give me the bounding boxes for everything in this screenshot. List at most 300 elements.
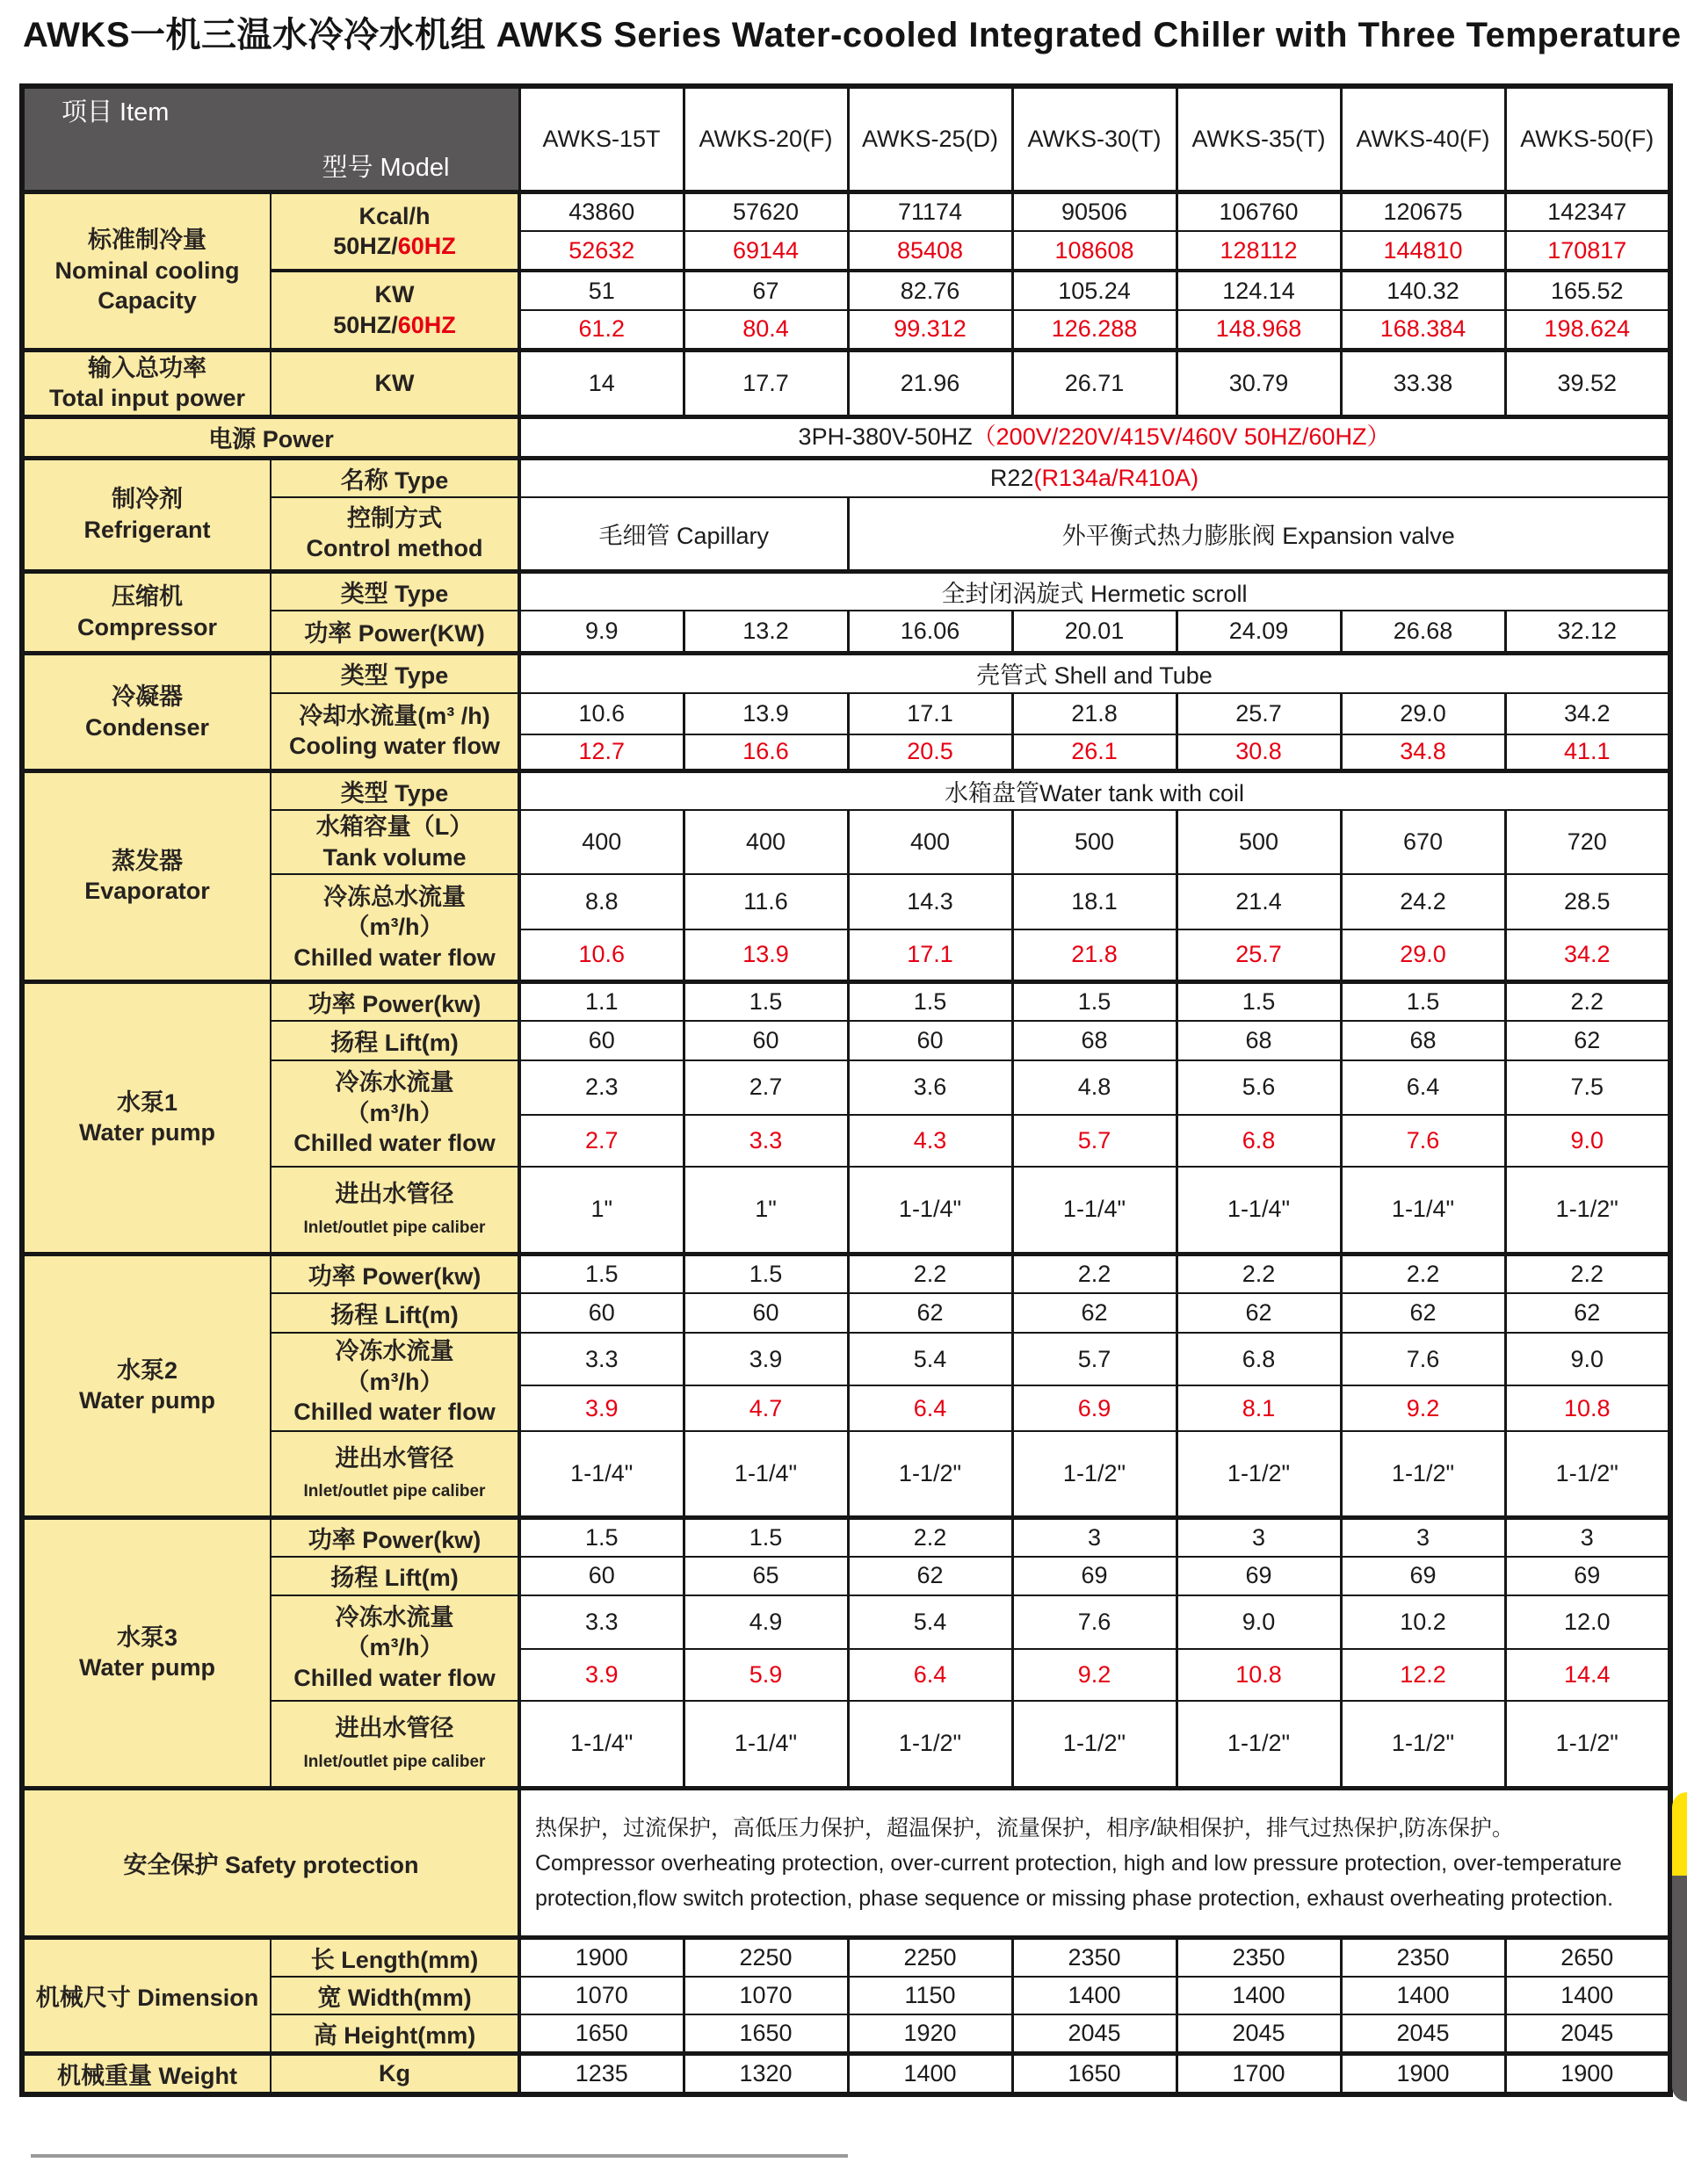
spec-value: 1070 [684,1977,848,2014]
row-label-pump1-lift: 扬程 Lift(m) [271,1021,519,1060]
text-part: 3PH-380V-50HZ [798,423,973,451]
spec-value: 21.4 [1177,874,1341,929]
text-line [274,1632,515,1663]
text-part: R22 [989,465,1034,492]
table-row [22,1517,1670,1557]
spec-value: 165.52 [1505,271,1670,310]
spec-value: 1-1/4" [1341,1167,1505,1255]
spec-value: 1235 [519,2054,684,2095]
spec-value: 2350 [1341,1938,1505,1978]
text-part: （200V/220V/415V/460V 50HZ/60HZ） [972,423,1391,451]
row-label-control-method [271,497,519,571]
spec-value: 126.288 [1012,310,1177,350]
spec-value: 13.9 [684,693,848,734]
text-part: Tank volume [322,843,467,871]
text-part: Chilled water flow [293,1664,496,1691]
spec-value: 3.9 [519,1385,684,1431]
spec-value: 3 [1012,1517,1177,1557]
power-supply-value [519,416,1670,458]
spec-value: 1-1/4" [848,1167,1012,1255]
row-label-total-chilled-water-flow [271,874,519,981]
spec-value: 1.5 [1012,981,1177,1021]
row-label-compressor-type: 类型 Type [271,571,519,611]
text-line [27,876,267,907]
section-label-weight: 机械重量 Weight [22,2054,271,2095]
spec-value: 30.79 [1177,350,1341,416]
spec-value: 21.96 [848,350,1012,416]
spec-value: 1.5 [684,1255,848,1294]
spec-value: 1-1/4" [684,1431,848,1517]
section-label-evaporator [22,771,271,982]
spec-table [19,83,1673,2097]
spec-value: 62 [1177,1293,1341,1333]
spec-value: 69 [1012,1557,1177,1595]
text-part: KW [374,281,415,308]
spec-value: 1.5 [684,981,848,1021]
spec-value: 62 [1341,1293,1505,1333]
text-line [274,1067,515,1098]
spec-value: 4.8 [1012,1060,1177,1115]
spec-value: 6.8 [1177,1333,1341,1385]
text-line [274,1744,515,1775]
text-line [274,1367,515,1398]
table-row [22,981,1670,1021]
text-part: Inlet/outlet pipe caliber [303,1482,486,1501]
spec-value: 14.3 [848,874,1012,929]
text-part: 冷凝器 [112,683,183,711]
spec-value: 8.8 [519,874,684,929]
row-label-refrigerant-type: 名称 Type [271,458,519,497]
compressor-type-value: 全封闭涡旋式 Hermetic scroll [519,571,1670,611]
text-part: 冷冻水流量 [335,1069,454,1096]
spec-value: 1.1 [519,981,684,1021]
table-row [22,350,1670,416]
spec-value: 3.3 [519,1333,684,1385]
spec-value: 400 [519,810,684,874]
text-line [274,310,515,341]
text-line [27,225,267,256]
spec-value: 60 [519,1021,684,1060]
spec-value: 3.3 [519,1595,684,1649]
spec-value: 26.71 [1012,350,1177,416]
section-label-water-pump-3 [22,1517,271,1789]
spec-value: 2650 [1505,1938,1670,1978]
spec-value: 140.32 [1341,271,1505,310]
text-line [27,1385,267,1416]
text-part: Water pump [79,1654,215,1681]
spec-value: 61.2 [519,310,684,350]
spec-value: 1-1/2" [1012,1701,1177,1789]
spec-value: 500 [1177,810,1341,874]
text-line [274,1602,515,1633]
spec-value: 198.624 [1505,310,1670,350]
spec-value: 99.312 [848,310,1012,350]
spec-value: 500 [1012,810,1177,874]
text-line [274,943,515,973]
text-part: 进出水管径 [335,1715,454,1742]
text-line [27,1088,267,1118]
row-label-pump2-pipe-caliber [271,1431,519,1517]
spec-value: 62 [1012,1293,1177,1333]
spec-value: 26.1 [1012,734,1177,771]
spec-value: 3 [1177,1517,1341,1557]
spec-value: 148.968 [1177,310,1341,350]
spec-value: 16.06 [848,611,1012,654]
text-part: 水泵1 [116,1088,178,1116]
spec-value: 670 [1341,810,1505,874]
section-label-safety-protection: 安全保护 Safety protection [22,1789,519,1938]
spec-value: 30.8 [1177,734,1341,771]
spec-value: 1-1/4" [519,1431,684,1517]
spec-value: 2.7 [684,1060,848,1115]
text-part: 进出水管径 [335,1181,454,1208]
spec-value: 13.2 [684,611,848,654]
text-part: Chilled water flow [293,1399,496,1426]
spec-value: 28.5 [1505,874,1670,929]
row-label-pump1-chilled-water-flow [271,1060,519,1167]
spec-value: 1400 [848,2054,1012,2095]
spec-value: 1.5 [1177,981,1341,1021]
spec-value: 1-1/2" [848,1431,1012,1517]
row-label-compressor-power: 功率 Power(KW) [271,611,519,654]
spec-value: 24.2 [1341,874,1505,929]
text-part: （m³/h） [345,1099,444,1126]
spec-value: 1650 [519,2014,684,2054]
spec-value: 3 [1505,1517,1670,1557]
model-header: AWKS-35(T) [1177,86,1341,192]
section-label-compressor [22,571,271,654]
model-label: 型号 Model [322,154,450,183]
spec-value: 10.2 [1341,1595,1505,1649]
spec-value: 82.76 [848,271,1012,310]
spec-value: 1070 [519,1977,684,2014]
text-line [274,231,515,262]
text-part: Compressor overheating protection, over-current protection, high and low pressure protection, over-temperature protection,flow switch protection, phase sequence or missing phase protection, exhaust overheating protection. [535,1850,1622,1911]
spec-value: 2045 [1505,2014,1670,2054]
spec-value: 2.2 [1177,1255,1341,1294]
table-row [22,1789,1670,1938]
spec-value: 71174 [848,192,1012,231]
text-part: 50HZ/ [333,311,398,338]
text-part: (R134a/R410A) [1033,465,1199,492]
text-part: Capacity [98,287,197,315]
spec-value: 1-1/4" [1012,1167,1177,1255]
text-line [27,846,267,877]
spec-value: 1.5 [519,1517,684,1557]
text-line [27,353,267,384]
spec-value: 10.6 [519,929,684,981]
control-method-expansion-valve: 外平衡式热力膨胀阀 Expansion valve [848,497,1670,571]
table-row [22,1938,1670,1978]
spec-value: 21.8 [1012,929,1177,981]
spec-value: 124.14 [1177,271,1341,310]
row-label-tank-volume [271,810,519,874]
section-label-refrigerant [22,458,271,571]
spec-value: 69 [1177,1557,1341,1595]
text-part: Water pump [79,1119,215,1146]
model-header: AWKS-25(D) [848,86,1012,192]
spec-value: 142347 [1505,192,1670,231]
text-line [274,1713,515,1744]
text-part: Water pump [79,1387,215,1414]
spec-value: 1150 [848,1977,1012,2014]
model-header: AWKS-40(F) [1341,86,1505,192]
model-header: AWKS-50(F) [1505,86,1670,192]
text-part: 压缩机 [112,583,183,611]
spec-value: 90506 [1012,192,1177,231]
spec-value: 20.01 [1012,611,1177,654]
table-row [22,416,1670,458]
text-line [274,1128,515,1159]
spec-value: 67 [684,271,848,310]
text-part: 50HZ/ [333,233,398,260]
text-line [274,533,515,564]
text-line [27,484,267,515]
row-label-pump3-lift: 扬程 Lift(m) [271,1557,519,1595]
spec-value: 1.5 [519,1255,684,1294]
spec-value: 13.9 [684,929,848,981]
spec-value: 4.3 [848,1115,1012,1167]
spec-value: 1-1/2" [1505,1167,1670,1255]
text-line [27,682,267,712]
spec-value: 1900 [519,1938,684,1978]
text-part: Evaporator [84,878,210,905]
spec-value: 144810 [1341,231,1505,271]
text-line [274,1473,515,1504]
text-line [274,882,515,913]
spec-value: 1400 [1012,1977,1177,2014]
spec-value: 65 [684,1557,848,1595]
spec-value: 1-1/2" [1341,1431,1505,1517]
page-title: AWKS一机三温水冷冷水机组 AWKS Series Water-cooled Integrated Chiller with Three Temperature [23,16,1682,54]
spec-value: 1900 [1341,2054,1505,2095]
text-part: 输入总功率 [88,354,206,381]
row-label-width: 宽 Width(mm) [271,1977,519,2014]
spec-value: 106760 [1177,192,1341,231]
spec-value: 6.4 [848,1649,1012,1701]
spec-value: 108608 [1012,231,1177,271]
spec-value: 1-1/2" [1505,1431,1670,1517]
spec-value: 10.8 [1177,1649,1341,1701]
text-part: Refrigerant [83,516,211,543]
spec-value: 34.8 [1341,734,1505,771]
text-part: （m³/h） [345,914,444,941]
spec-value: 52632 [519,231,684,271]
spec-value: 60 [519,1557,684,1595]
text-line [274,731,515,762]
text-part: 冷冻水流量 [335,1338,454,1365]
text-line [524,463,1665,494]
table-row [22,2054,1670,2095]
spec-value: 1-1/2" [848,1701,1012,1789]
spec-value: 9.0 [1505,1333,1670,1385]
spec-value: 2.3 [519,1060,684,1115]
row-label-height: 高 Height(mm) [271,2014,519,2054]
spec-value: 400 [848,810,1012,874]
row-label-kw [271,271,519,350]
text-part: Total input power [49,385,245,412]
spec-value: 3.9 [519,1649,684,1701]
spec-value: 43860 [519,192,684,231]
spec-value: 7.6 [1341,1333,1505,1385]
text-part: Condenser [84,713,210,741]
spec-value: 12.2 [1341,1649,1505,1701]
spec-value: 69144 [684,231,848,271]
spec-value: 1400 [1341,1977,1505,2014]
spec-value: 2.2 [1505,1255,1670,1294]
spec-value: 1920 [848,2014,1012,2054]
spec-value: 1650 [1012,2054,1177,2095]
spec-value: 4.7 [684,1385,848,1431]
text-part: 冷却水流量(m³ /h) [299,702,490,729]
section-label-power: 电源 Power [22,416,519,458]
text-part: Control method [306,535,483,562]
spec-value: 120675 [1341,192,1505,231]
text-line [27,256,267,286]
section-label-condenser [22,654,271,771]
model-header: AWKS-30(T) [1012,86,1177,192]
spec-value: 80.4 [684,310,848,350]
text-line [274,279,515,310]
spec-value: 25.7 [1177,693,1341,734]
spec-value: 9.2 [1341,1385,1505,1431]
row-label-kg: Kg [271,2054,519,2095]
spec-value: 17.1 [848,693,1012,734]
spec-value: 69 [1505,1557,1670,1595]
spec-value: 9.9 [519,611,684,654]
spec-value: 5.4 [848,1333,1012,1385]
section-label-water-pump-1 [22,981,271,1255]
refrigerant-type-value [519,458,1670,497]
spec-value: 6.9 [1012,1385,1177,1431]
spec-value: 29.0 [1341,929,1505,981]
spec-value: 2045 [1012,2014,1177,2054]
text-line [27,1356,267,1386]
model-item-header [22,86,519,192]
spec-value: 1320 [684,2054,848,2095]
spec-value: 5.7 [1012,1333,1177,1385]
spec-value: 60 [519,1293,684,1333]
row-label-pump3-pipe-caliber [271,1701,519,1789]
text-part: Nominal cooling [54,257,240,284]
spec-value: 2.2 [1012,1255,1177,1294]
table-row [22,86,1670,192]
row-label-pump3-power: 功率 Power(kw) [271,1517,519,1557]
spec-value: 1-1/4" [684,1701,848,1789]
spec-value: 170817 [1505,231,1670,271]
spec-value: 5.7 [1012,1115,1177,1167]
section-label-total-input-power [22,350,271,416]
text-line [274,1210,515,1240]
spec-value: 68 [1012,1021,1177,1060]
spec-value: 3.6 [848,1060,1012,1115]
text-line [27,286,267,316]
text-part: Cooling water flow [289,733,500,760]
text-part: Inlet/outlet pipe caliber [303,1218,486,1237]
model-header: AWKS-20(F) [684,86,848,192]
spec-value: 39.52 [1505,350,1670,416]
text-part: （m³/h） [345,1368,444,1395]
table-row [22,458,1670,497]
text-line [274,912,515,943]
spec-value: 7.6 [1012,1595,1177,1649]
row-label-input-kw: KW [271,350,519,416]
spec-value: 2.2 [1341,1255,1505,1294]
spec-value: 9.0 [1505,1115,1670,1167]
spec-value: 2.2 [848,1517,1012,1557]
spec-value: 2.2 [848,1255,1012,1294]
spec-value: 1-1/2" [1177,1431,1341,1517]
spec-value: 2045 [1341,2014,1505,2054]
spec-value: 5.6 [1177,1060,1341,1115]
spec-value: 2.7 [519,1115,684,1167]
spec-value: 8.1 [1177,1385,1341,1431]
spec-value: 11.6 [684,874,848,929]
text-part: 水泵3 [116,1624,178,1651]
spec-value: 62 [848,1293,1012,1333]
spec-value: 29.0 [1341,693,1505,734]
text-part: 水箱容量（L） [315,814,474,841]
spec-value: 2045 [1177,2014,1341,2054]
spec-value: 400 [684,810,848,874]
text-line [274,201,515,232]
condenser-type-value: 壳管式 Shell and Tube [519,654,1670,693]
spec-value: 68 [1177,1021,1341,1060]
table-row [22,654,1670,693]
spec-value: 1-1/2" [1177,1701,1341,1789]
spec-value: 57620 [684,192,848,231]
spec-value: 24.09 [1177,611,1341,654]
text-line [274,1663,515,1694]
spec-value: 51 [519,271,684,310]
safety-protection-text [519,1789,1670,1938]
spec-value: 6.8 [1177,1115,1341,1167]
evaporator-type-value: 水箱盘管Water tank with coil [519,771,1670,811]
spec-value: 3.3 [684,1115,848,1167]
text-line [27,515,267,546]
row-label-pump2-chilled-water-flow [271,1333,519,1431]
section-label-water-pump-2 [22,1255,271,1518]
text-line [274,812,515,843]
table-row [22,192,1670,231]
row-label-pump2-power: 功率 Power(kw) [271,1255,519,1294]
spec-value: 69 [1341,1557,1505,1595]
text-part: 控制方式 [347,504,442,532]
table-row [22,571,1670,611]
text-line [535,1811,1654,1846]
text-line [274,503,515,534]
text-line [27,383,267,414]
spec-value: 1400 [1177,1977,1341,2014]
spec-value: 168.384 [1341,310,1505,350]
table-row [22,1255,1670,1294]
text-line [274,1336,515,1367]
spec-value: 3 [1341,1517,1505,1557]
row-label-pump1-power: 功率 Power(kw) [271,981,519,1021]
spec-value: 1-1/2" [1012,1431,1177,1517]
spec-value: 33.38 [1341,350,1505,416]
spec-value: 18.1 [1012,874,1177,929]
text-line [27,582,267,612]
spec-value: 720 [1505,810,1670,874]
text-part: 60HZ [397,311,456,338]
spec-value: 25.7 [1177,929,1341,981]
row-label-pump1-pipe-caliber [271,1167,519,1255]
spec-value: 2.2 [1505,981,1670,1021]
text-part: 蒸发器 [112,847,183,874]
spec-value: 60 [848,1021,1012,1060]
spec-value: 32.12 [1505,611,1670,654]
